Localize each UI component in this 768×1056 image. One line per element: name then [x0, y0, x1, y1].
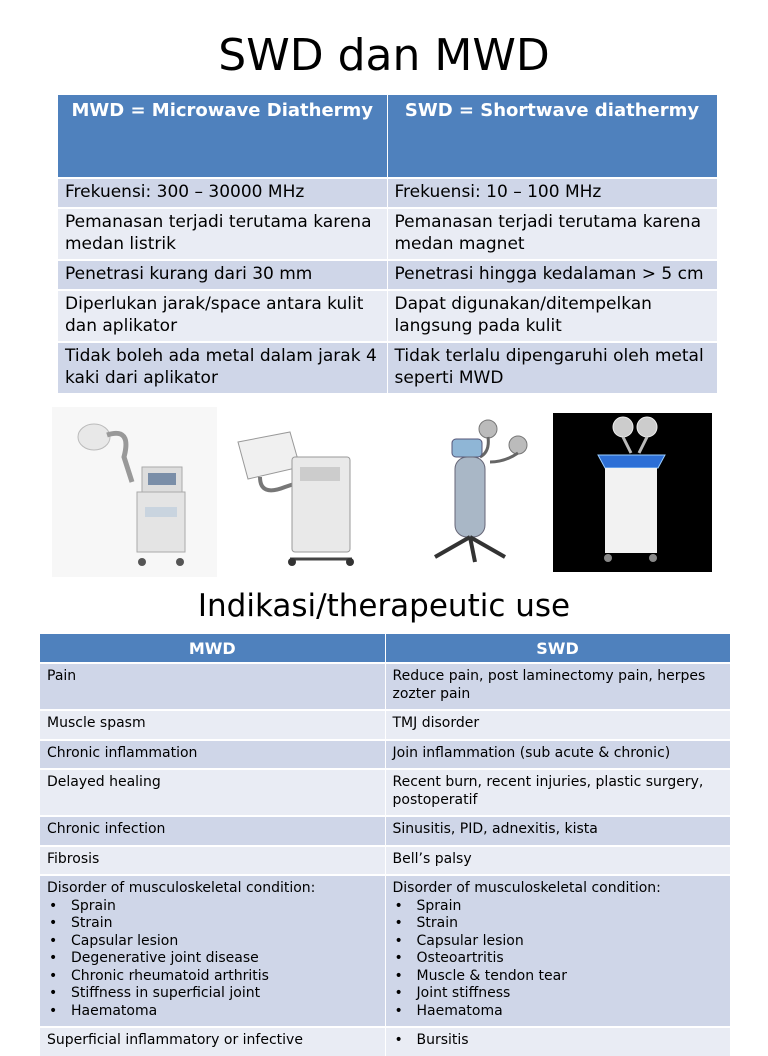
header-mwd: MWD = Microwave Diathermy: [58, 95, 387, 178]
table-row: [40, 740, 730, 770]
swd-cart-device-icon: [553, 413, 712, 572]
table-row: [58, 260, 717, 290]
cell-mwd: Muscle spasm: [40, 710, 385, 740]
cell-swd: [385, 1027, 730, 1056]
table-row: [40, 816, 730, 846]
list-item: • Sprain: [47, 898, 378, 916]
msk-heading: Disorder of musculoskeletal condition:: [392, 880, 661, 896]
list-item: • Haematoma: [47, 1003, 378, 1021]
table-row: [58, 208, 717, 260]
cell-swd: Penetrasi hingga kedalaman > 5 cm: [387, 260, 717, 290]
mwd-cart-device-icon: [230, 427, 365, 575]
cell-swd: Reduce pain, post laminectomy pain, herpes zozter pain: [385, 663, 730, 710]
table-row: [58, 290, 717, 342]
swd-standing-device-icon: [420, 417, 540, 567]
cell-mwd: Superficial inflammatory or infective: [40, 1027, 385, 1056]
table-row: [58, 342, 717, 393]
list-item: • Chronic rheumatoid arthritis: [47, 968, 378, 986]
cell-mwd: Tidak boleh ada metal dalam jarak 4 kaki dari aplikator: [58, 342, 387, 393]
cell-mwd: Frekuensi: 300 – 30000 MHz: [58, 178, 387, 208]
header-swd: SWD: [385, 634, 730, 663]
cell-swd: Tidak terlalu dipengaruhi oleh metal seperti MWD: [387, 342, 717, 393]
table-row: [40, 1027, 730, 1056]
cell-mwd: Chronic inflammation: [40, 740, 385, 770]
table-row: [40, 846, 730, 876]
cell-mwd: Pain: [40, 663, 385, 710]
list-item: • Capsular lesion: [47, 933, 378, 951]
cell-swd: Join inflammation (sub acute & chronic): [385, 740, 730, 770]
cell-swd: TMJ disorder: [385, 710, 730, 740]
list-item: • Joint stiffness: [393, 985, 723, 1003]
header-mwd: MWD: [40, 634, 385, 663]
table-row: [40, 875, 730, 1027]
list-item: • Haematoma: [393, 1003, 723, 1021]
table-row: [40, 769, 730, 816]
list-item: • Strain: [393, 915, 723, 933]
comparison-table: [58, 95, 718, 393]
mwd-device-icon: [52, 407, 217, 577]
cell-swd: Bell’s palsy: [385, 846, 730, 876]
mwd-msk-list: [47, 898, 378, 1021]
list-item: • Bursitis: [393, 1032, 723, 1050]
section-title: Indikasi/therapeutic use: [197, 588, 571, 624]
cell-mwd: Pemanasan terjadi terutama karena medan listrik: [58, 208, 387, 260]
cell-mwd: Penetrasi kurang dari 30 mm: [58, 260, 387, 290]
table-row: [40, 663, 730, 710]
swd-last-list: [393, 1032, 723, 1050]
header-swd: SWD = Shortwave diathermy: [387, 95, 717, 178]
cell-swd: Frekuensi: 10 – 100 MHz: [387, 178, 717, 208]
list-item: • Stiffness in superficial joint: [47, 985, 378, 1003]
cell-mwd: Chronic infection: [40, 816, 385, 846]
cell-swd: Sinusitis, PID, adnexitis, kista: [385, 816, 730, 846]
cell-mwd: Diperlukan jarak/space antara kulit dan aplikator: [58, 290, 387, 342]
cell-mwd: Fibrosis: [40, 846, 385, 876]
msk-heading: Disorder of musculoskeletal condition:: [47, 880, 316, 896]
list-item: • Degenerative joint disease: [47, 950, 378, 968]
swd-msk-list: [393, 898, 723, 1021]
cell-mwd: Delayed healing: [40, 769, 385, 816]
indications-table: [40, 634, 731, 1056]
cell-swd: Dapat digunakan/ditempelkan langsung pada kulit: [387, 290, 717, 342]
list-item: • Strain: [47, 915, 378, 933]
table-row: [58, 178, 717, 208]
page-title: SWD dan MWD: [218, 30, 550, 81]
list-item: • Osteoartritis: [393, 950, 723, 968]
device-image-strip: [0, 407, 768, 577]
cell-swd: Recent burn, recent injuries, plastic surgery, postoperatif: [385, 769, 730, 816]
list-item: • Capsular lesion: [393, 933, 723, 951]
cell-mwd: [40, 875, 385, 1027]
list-item: • Sprain: [393, 898, 723, 916]
table-row: [40, 710, 730, 740]
cell-swd: Pemanasan terjadi terutama karena medan magnet: [387, 208, 717, 260]
list-item: • Muscle & tendon tear: [393, 968, 723, 986]
cell-swd: [385, 875, 730, 1027]
